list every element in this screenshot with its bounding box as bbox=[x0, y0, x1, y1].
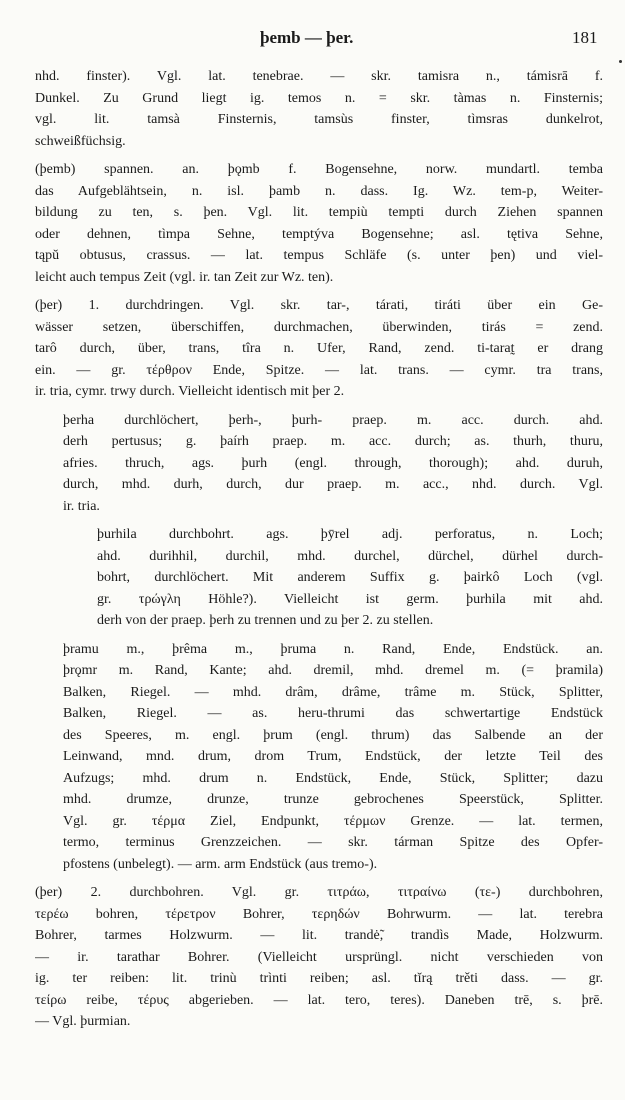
entry-line: vgl. lit. tamsà Finsternis, tamsùs finster, tìmsras dunkelrot, bbox=[35, 112, 603, 127]
entry-line: Balken, Riegel. — as. heru-thrumi das schwertartige Endstück bbox=[63, 706, 603, 721]
entry-line: tarô durch, über, trans, tîra n. Ufer, Rand, zend. ti-tarat̰ er drang bbox=[35, 341, 603, 356]
dictionary-entry bbox=[35, 295, 603, 403]
entry-line: mhd. drumze, drunze, trunze gebrochenes Speerstück, Splitter. bbox=[63, 792, 603, 807]
dictionary-entry bbox=[35, 66, 603, 152]
margin-mark bbox=[619, 60, 622, 63]
entry-line: þramu m., þrêma m., þruma n. Rand, Ende, Endstück. an. bbox=[63, 641, 603, 657]
entry-line: gr. τρώγλη Höhle?). Vielleicht ist germ. þurhila mit ahd. bbox=[97, 591, 603, 607]
entry-line: termo, terminus Grenzzeichen. — skr. tárman Spitze des Opfer- bbox=[63, 835, 603, 850]
page-header bbox=[0, 28, 625, 52]
entry-line: ir. tria, cymr. trwy durch. Vielleicht identisch mit þer 2. bbox=[35, 384, 345, 399]
entry-line: durch, mhd. durh, durch, dur praep. m. acc., nhd. durch. Vgl. bbox=[63, 477, 603, 492]
entry-line: (þer) 2. durchbohren. Vgl. gr. τιτράω, τιτραίνω (τε-) durchbohren, bbox=[35, 885, 603, 900]
entry-line: þerha durchlöchert, þerh-, þurh- praep. m. acc. durch. ahd. bbox=[63, 412, 603, 428]
entry-gap bbox=[35, 875, 603, 882]
entry-line: das Aufgeblähtsein, n. isl. þamb n. dass. Ig. Wz. tem-p, Weiter- bbox=[35, 183, 603, 199]
entry-gap bbox=[35, 517, 603, 524]
entry-gap bbox=[35, 1033, 603, 1040]
dictionary-entry bbox=[63, 639, 603, 876]
entry-line: pfostens (unbelegt). — arm. arm Endstück (aus tremo-). bbox=[63, 856, 378, 872]
dictionary-body bbox=[35, 66, 603, 1040]
entry-line: (þemb) spannen. an. þǫmb f. Bogensehne, norw. mundartl. temba bbox=[35, 162, 603, 177]
entry-line: schweißfüchsig. bbox=[35, 133, 126, 149]
entry-line: Aufzugs; mhd. drum n. Endstück, Ende, Stück, Splitter; dazu bbox=[63, 770, 603, 786]
entry-line: tąpŭ obtusus, crassus. — lat. tempus Schläfe (s. unter þen) und viel- bbox=[35, 248, 603, 263]
entry-gap bbox=[35, 403, 603, 410]
entry-line: bildung zu ten, s. þen. Vgl. lit. tempiù tempti durch Ziehen spannen bbox=[35, 205, 603, 220]
entry-line: ir. tria. bbox=[63, 498, 100, 514]
entry-line: bohrt, durchlöchert. Mit anderem Suffix g. þairkô Loch (vgl. bbox=[97, 570, 603, 585]
entry-line: — Vgl. þurmian. bbox=[35, 1014, 131, 1029]
entry-line: wässer setzen, überschiffen, durchmachen, überwinden, tirás = zend. bbox=[35, 319, 603, 335]
entry-gap bbox=[35, 152, 603, 159]
entry-line: Dunkel. Zu Grund liegt ig. temos n. = skr. tàmas n. Finsternis; bbox=[35, 90, 603, 106]
entry-line: nhd. finster). Vgl. lat. tenebrae. — skr. tamisra n., támisrā f. bbox=[35, 69, 603, 84]
entry-line: τείρω reibe, τέρυς abgerieben. — lat. tero, teres). Daneben trē, s. þrē. bbox=[35, 992, 603, 1008]
dictionary-entry bbox=[35, 159, 603, 288]
entry-line: τερέω bohren, τέρετρον Bohrer, τερηδών Bohrwurm. — lat. terebra bbox=[35, 906, 603, 922]
entry-line: Bohrer, tarmes Holzwurm. — lit. trandė̃, trandìs Made, Holzwurm. bbox=[35, 928, 603, 943]
entry-line: ig. ter reiben: lit. trinù trìnti reiben; asl. tĭrą trěti dass. — gr. bbox=[35, 971, 603, 986]
entry-line: ahd. durihhil, durchil, mhd. durchel, dürchel, dürhel durch- bbox=[97, 548, 603, 564]
entry-line: derh von der praep. þerh zu trennen und zu þer 2. zu stellen. bbox=[97, 613, 434, 628]
dictionary-entry bbox=[97, 524, 603, 632]
entry-line: (þer) 1. durchdringen. Vgl. skr. tar-, tárati, tiráti über ein Ge- bbox=[35, 298, 603, 313]
entry-line: Vgl. gr. τέρμα Ziel, Endpunkt, τέρμων Grenze. — lat. termen, bbox=[63, 813, 603, 829]
running-title: þemb — þer. bbox=[260, 28, 354, 47]
entry-line: afries. thruch, ags. þurh (engl. through, thorough); ahd. duruh, bbox=[63, 455, 603, 471]
entry-line: þurhila durchbohrt. ags. þȳrel adj. perforatus, n. Loch; bbox=[97, 527, 603, 542]
entry-line: ein. — gr. τέρθρον Ende, Spitze. — lat. trans. — cymr. tra trans, bbox=[35, 362, 603, 378]
entry-line: — ir. tarathar Bohrer. (Vielleicht ursprüngl. nicht verschieden von bbox=[35, 949, 603, 965]
dictionary-entry bbox=[63, 410, 603, 518]
entry-gap bbox=[35, 288, 603, 295]
entry-line: oder dehnen, tìmpa Sehne, temptýva Bogensehne; asl. tętiva Sehne, bbox=[35, 226, 603, 242]
entry-line: derh pertusus; g. þaírh praep. m. acc. durch; as. thurh, thuru, bbox=[63, 434, 603, 449]
page-number: 181 bbox=[572, 28, 598, 47]
entry-line: des Speeres, m. engl. þrum (engl. thrum) das Salbende an der bbox=[63, 727, 603, 743]
entry-line: leicht auch tempus Zeit (vgl. ir. tan Zeit zur Wz. ten). bbox=[35, 269, 334, 285]
dictionary-entry bbox=[35, 882, 603, 1033]
entry-gap bbox=[35, 632, 603, 639]
entry-line: Balken, Riegel. — mhd. drâm, drâme, trâme m. Stück, Splitter, bbox=[63, 684, 603, 700]
entry-line: þrǫmr m. Rand, Kante; ahd. dremil, mhd. dremel m. (= þramila) bbox=[63, 663, 603, 678]
entry-line: Leinwand, mnd. drum, drom Trum, Endstück, der letzte Teil des bbox=[63, 749, 603, 764]
